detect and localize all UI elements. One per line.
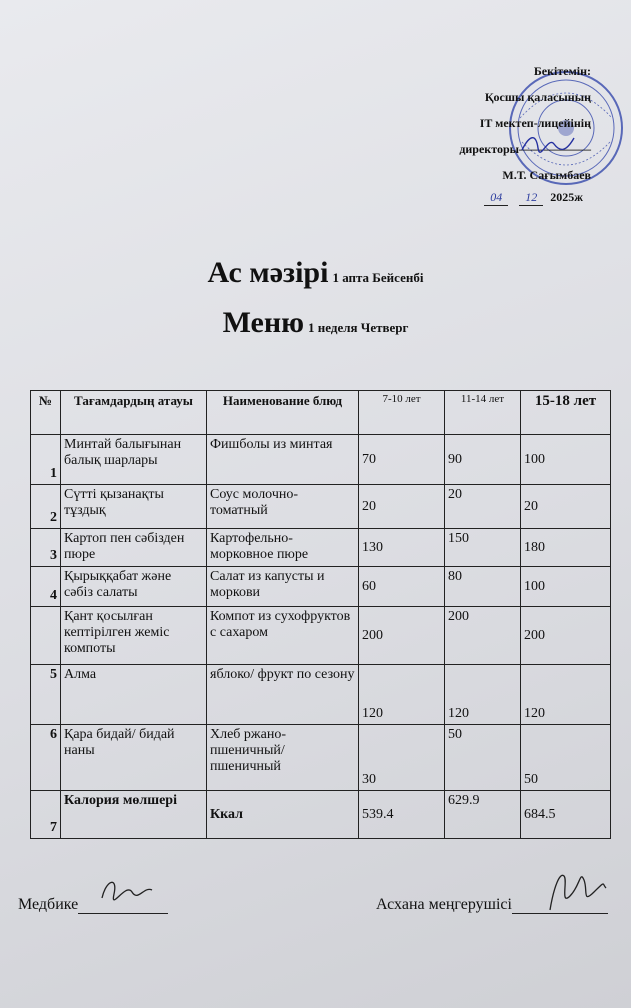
date-day: 04	[484, 190, 508, 206]
row-number: 6	[31, 725, 61, 791]
dish-ru: Картофельно-морковное пюре	[207, 529, 359, 567]
row-number: 7	[31, 791, 61, 839]
calories-11-14: 629.9	[445, 791, 521, 839]
portion-7-10: 70	[359, 435, 445, 485]
dish-kz: Минтай балығынан балық шарлары	[61, 435, 207, 485]
approval-role: директоры——————	[459, 142, 591, 156]
row-number: 4	[31, 567, 61, 607]
approve-label: Бекітемін:	[533, 64, 591, 78]
approval-org-city: Қосшы қаласының	[484, 90, 591, 104]
table-header-row	[31, 391, 611, 435]
portion-11-14: 200	[445, 607, 521, 665]
title-kazakh-sub: 1 апта Бейсенбі	[332, 270, 424, 285]
table-row	[31, 435, 611, 485]
portion-7-10: 120	[359, 665, 445, 725]
date-year: 2025ж	[550, 190, 583, 204]
portion-15-18: 200	[521, 607, 611, 665]
portion-11-14: 80	[445, 567, 521, 607]
portion-7-10: 60	[359, 567, 445, 607]
canteen-signature	[540, 866, 610, 916]
portion-15-18: 20	[521, 485, 611, 529]
nurse-label: Медбике	[18, 896, 79, 913]
table-row	[31, 725, 611, 791]
dish-kz: Картоп пен сәбізден пюре	[61, 529, 207, 567]
portion-15-18: 100	[521, 567, 611, 607]
portion-15-18: 50	[521, 725, 611, 791]
portion-11-14: 120	[445, 665, 521, 725]
canteen-label: Асхана меңгерушісі	[376, 896, 512, 913]
portion-7-10: 200	[359, 607, 445, 665]
row-number: 2	[31, 485, 61, 529]
row-number: 3	[31, 529, 61, 567]
calorie-label-ru: Ккал	[207, 791, 359, 839]
portion-7-10: 20	[359, 485, 445, 529]
header-age-15-18: 15-18 лет	[521, 391, 611, 435]
title-kazakh	[0, 256, 631, 290]
header-number: №	[31, 391, 61, 435]
nurse-signature	[96, 872, 156, 906]
table-row	[31, 567, 611, 607]
dish-ru: Салат из капусты и моркови	[207, 567, 359, 607]
menu-table	[30, 390, 611, 839]
table-row	[31, 485, 611, 529]
date-month: 12	[519, 190, 543, 206]
dish-kz: Қырыққабат және сәбіз салаты	[61, 567, 207, 607]
calories-15-18: 684.5	[521, 791, 611, 839]
portion-15-18: 120	[521, 665, 611, 725]
dish-kz: Сүтті қызанақты тұздық	[61, 485, 207, 529]
title-russian-sub: 1 неделя Четверг	[308, 320, 409, 335]
approval-org-school: IT мектеп-лицейінің	[479, 116, 591, 130]
portion-15-18: 180	[521, 529, 611, 567]
table-row	[31, 665, 611, 725]
dish-kz: Алма	[61, 665, 207, 725]
approval-name: М.Т. Сағымбаев	[502, 168, 591, 182]
portion-11-14: 20	[445, 485, 521, 529]
portion-7-10: 30	[359, 725, 445, 791]
row-number	[31, 607, 61, 665]
portion-11-14: 50	[445, 725, 521, 791]
dish-kz: Қант қосылған кептірілген жеміс компоты	[61, 607, 207, 665]
table-row-total	[31, 791, 611, 839]
calorie-label-kz: Калория мөлшері	[61, 791, 207, 839]
row-number: 1	[31, 435, 61, 485]
header-dish-ru: Наименование блюд	[207, 391, 359, 435]
dish-ru: Фишболы из минтая	[207, 435, 359, 485]
title-russian	[0, 306, 631, 340]
approval-block	[459, 58, 591, 188]
header-age-11-14: 11-14 лет	[445, 391, 521, 435]
portion-11-14: 90	[445, 435, 521, 485]
header-age-7-10: 7-10 лет	[359, 391, 445, 435]
portion-15-18: 100	[521, 435, 611, 485]
dish-ru: Компот из сухофруктов с сахаром	[207, 607, 359, 665]
header-dish-kz: Тағамдардың атауы	[61, 391, 207, 435]
title-russian-main: Меню	[222, 306, 305, 339]
approval-date	[480, 190, 583, 206]
portion-7-10: 130	[359, 529, 445, 567]
title-kazakh-main: Ас мәзірі	[207, 256, 329, 289]
dish-kz: Қара бидай/ бидай наны	[61, 725, 207, 791]
dish-ru: яблоко/ фрукт по сезону	[207, 665, 359, 725]
dish-ru: Соус молочно-томатный	[207, 485, 359, 529]
row-number: 5	[31, 665, 61, 725]
table-row	[31, 607, 611, 665]
table-row	[31, 529, 611, 567]
portion-11-14: 150	[445, 529, 521, 567]
dish-ru: Хлеб ржано-пшеничный/ пшеничный	[207, 725, 359, 791]
director-signature	[518, 130, 578, 158]
calories-7-10: 539.4	[359, 791, 445, 839]
